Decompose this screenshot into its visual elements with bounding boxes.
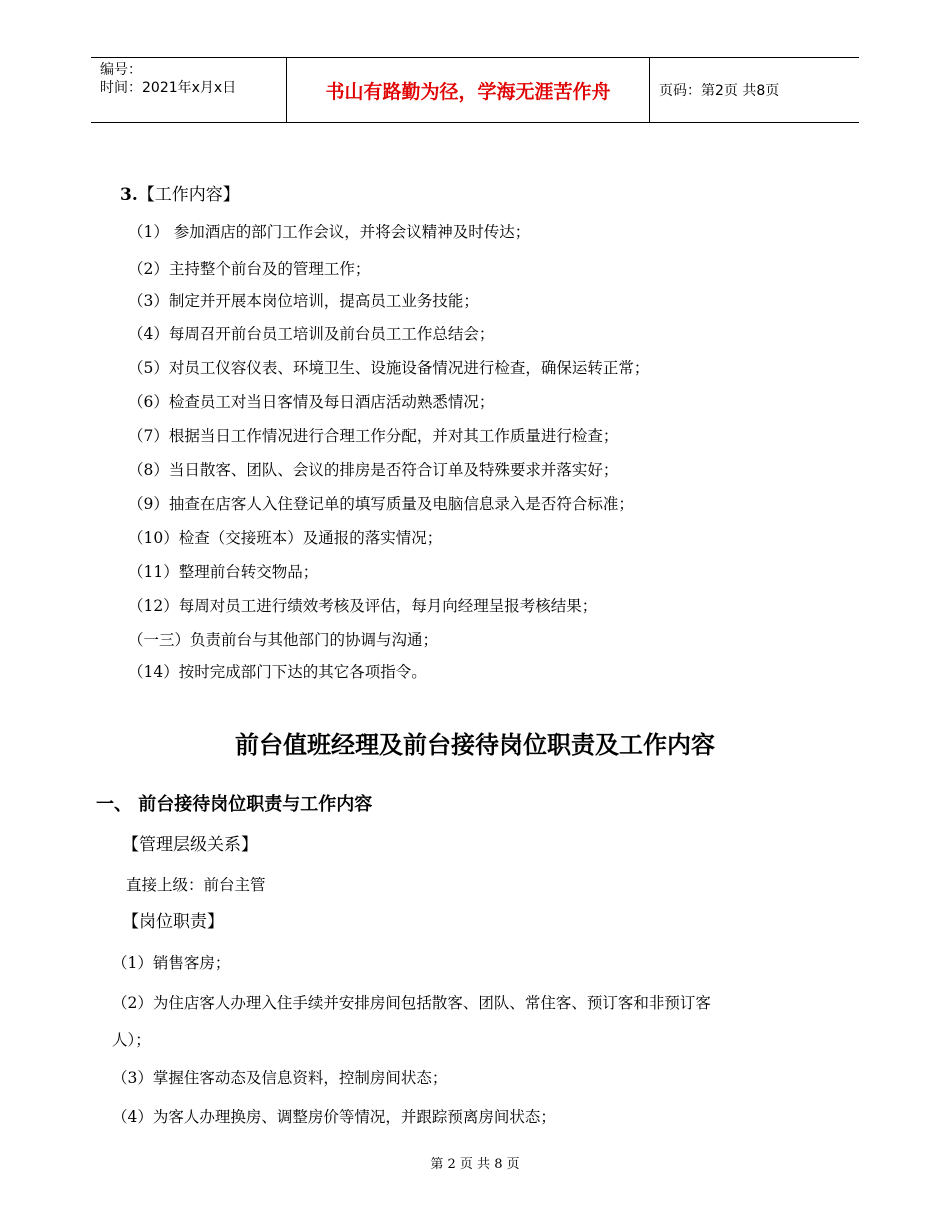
duty-item: （1）销售客房； xyxy=(112,954,231,972)
page-footer: 第 2 页 共 8 页 xyxy=(430,1157,520,1172)
list-item: （12）每周对员工进行绩效考核及评估，每月向经理呈报考核结果； xyxy=(128,597,598,615)
section-3-title xyxy=(120,184,240,206)
header-meta-cell xyxy=(91,58,287,122)
time-label: 时间：2021年x月x日 xyxy=(100,80,237,96)
duty-item: （4）为客人办理换房、调整房价等情况，并跟踪预离房间状态； xyxy=(112,1108,556,1126)
main-title: 前台值班经理及前台接待岗位职责及工作内容 xyxy=(235,730,715,759)
page-info: 页码：第2页 共8页 xyxy=(659,83,780,99)
number-label: 编号： xyxy=(100,62,142,78)
duty-item: （3）掌握住客动态及信息资料，控制房间状态； xyxy=(112,1069,448,1087)
list-item: （一三）负责前台与其他部门的协调与沟通； xyxy=(128,631,439,649)
list-item: （5）对员工仪容仪表、环境卫生、设施设备情况进行检查，确保运转正常； xyxy=(128,359,650,377)
list-item: （6）检查员工对当日客情及每日酒店活动熟悉情况； xyxy=(128,393,495,411)
list-item: （1） 参加酒店的部门工作会议，并将会议精神及时传达； xyxy=(128,223,531,241)
list-item: （2）主持整个前台及的管理工作； xyxy=(128,260,371,278)
list-item: （10）检查（交接班本）及通报的落实情况； xyxy=(128,529,443,547)
part-1-heading: 一、 前台接待岗位职责与工作内容 xyxy=(96,794,373,815)
duty-item: （2）为住店客人办理入住手续并安排房间包括散客、团队、常住客、预订客和非预订客 xyxy=(112,994,711,1012)
slogan: 书山有路勤为径，学海无涯苦作舟 xyxy=(287,58,650,122)
list-item: （3）制定并开展本岗位培训，提高员工业务技能； xyxy=(128,292,479,310)
list-item: （9）抽查在店客人入住登记单的填写质量及电脑信息录入是否符合标准； xyxy=(128,495,634,513)
superior-line: 直接上级：前台主管 xyxy=(126,876,266,894)
list-item: （11）整理前台转交物品； xyxy=(128,563,319,581)
list-item: （8）当日散客、团队、会议的排房是否符合订单及特殊要求并落实好； xyxy=(128,461,619,479)
section-number: 3. xyxy=(120,185,138,205)
section-title-text: 【工作内容】 xyxy=(137,185,240,205)
list-item: （4）每周召开前台员工培训及前台员工工作总结会； xyxy=(128,325,495,343)
list-item: （14）按时完成部门下达的其它各项指令。 xyxy=(128,663,427,681)
list-item: （7）根据当日工作情况进行合理工作分配，并对其工作质量进行检查； xyxy=(128,427,619,445)
duty-heading: 【岗位职责】 xyxy=(122,912,224,932)
duty-item: 人）； xyxy=(112,1031,151,1049)
header-table xyxy=(91,57,859,123)
mgmt-heading: 【管理层级关系】 xyxy=(122,835,258,855)
